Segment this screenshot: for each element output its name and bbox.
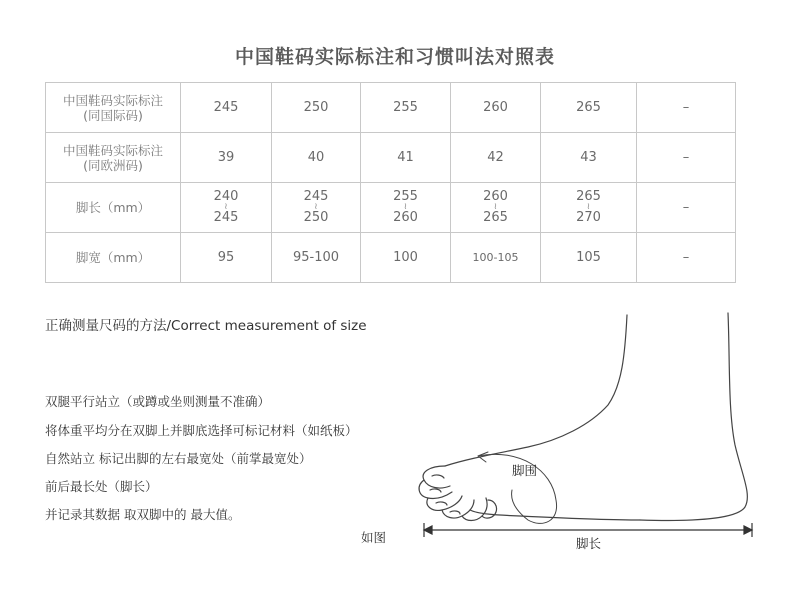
instruction-line: 并记录其数据 取双脚中的 最大值。 [45,507,241,522]
instruction-line: 前后最长处（脚长） [45,479,158,494]
page-title: 中国鞋码实际标注和习惯叫法对照表 [234,46,555,68]
row-label: 中国鞋码实际标注 (同国际码) [46,83,181,133]
figure-caption: 如图 [361,530,387,545]
table-cell: 105 [541,233,637,283]
table-cell: 245 [181,83,272,133]
table-cell: 39 [181,133,272,183]
table-cell: – [637,83,736,133]
heel-outline [640,313,747,520]
table-cell: 265 [541,83,637,133]
table-cell: 43 [541,133,637,183]
section-heading: 正确测量尺码的方法/Correct measurement of size [45,318,367,334]
table-cell: 100-105 [451,233,541,283]
table-cell: 42 [451,133,541,183]
table-cell: 41 [361,133,451,183]
girth-label: 脚围 [512,463,538,478]
big-toe [423,466,450,488]
table-cell: – [637,183,736,233]
row-label: 中国鞋码实际标注 (同欧洲码) [46,133,181,183]
table-cell: 95-100 [272,233,361,283]
instep-outline [445,315,627,466]
table-cell: – [637,233,736,283]
table-cell: 260 ≀ 265 [451,183,541,233]
table-cell: 95 [181,233,272,283]
arrow-right-icon [744,526,752,534]
table-cell: 265 ≀ 270 [541,183,637,233]
table-cell: 240 ≀ 245 [181,183,272,233]
table-cell: 250 [272,83,361,133]
table-cell: 100 [361,233,451,283]
table-cell: – [637,133,736,183]
instruction-line: 自然站立 标记出脚的左右最宽处（前掌最宽处） [45,451,312,466]
table-cell: 245 ≀ 250 [272,183,361,233]
table-cell: 255 ≀ 260 [361,183,451,233]
arrow-left-icon [424,526,432,534]
length-label: 脚长 [576,536,602,551]
table-cell: 40 [272,133,361,183]
instruction-line: 双腿平行站立（或蹲或坐则测量不准确） [45,394,271,409]
instruction-line: 将体重平均分在双脚上并脚底选择可标记材料（如纸板） [45,423,358,438]
row-label: 脚长（mm） [46,183,181,233]
table-cell: 260 [451,83,541,133]
table-cell: 255 [361,83,451,133]
row-label: 脚宽（mm） [46,233,181,283]
